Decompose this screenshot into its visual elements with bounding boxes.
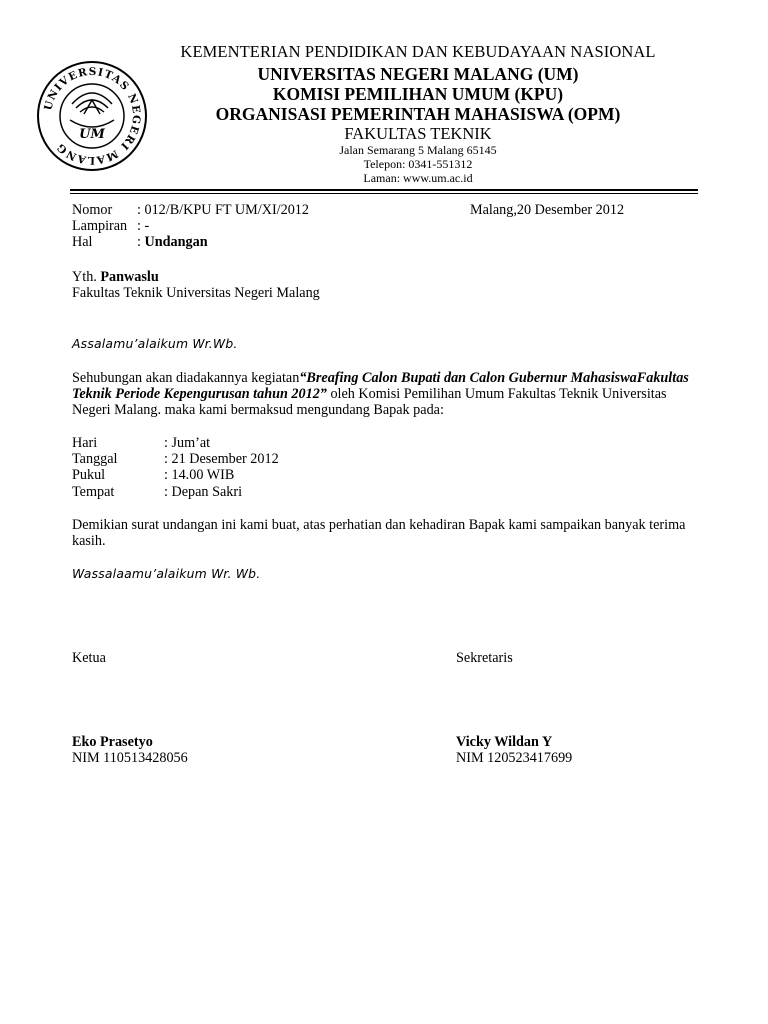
lampiran-label: Lampiran bbox=[72, 218, 128, 234]
schedule-label: Pukul bbox=[72, 467, 106, 483]
greeting: Assalamu’alaikum Wr.Wb. bbox=[72, 336, 238, 351]
schedule-value: : 21 Desember 2012 bbox=[164, 451, 279, 467]
organization-heading: ORGANISASI PEMERINTAH MAHASISWA (OPM) bbox=[215, 104, 621, 124]
schedule-value: : Jum’at bbox=[164, 435, 211, 451]
schedule-value: : Depan Sakri bbox=[164, 484, 243, 500]
body-intro: Sehubungan akan diadakannya kegiatan bbox=[72, 370, 300, 386]
recipient-prefix: Yth. bbox=[72, 269, 101, 285]
hal-line bbox=[137, 234, 208, 250]
closing-paragraph: Demikian surat undangan ini kami buat, atas perhatian dan kehadiran Bapak kami sampaikan banyak terima kasih. bbox=[72, 517, 686, 549]
hal-label: Hal bbox=[72, 234, 93, 250]
right-signatory-name: Vicky Wildan Y bbox=[456, 734, 553, 750]
website-line: Laman: www.um.ac.id bbox=[363, 171, 473, 185]
schedule-value: : 14.00 WIB bbox=[164, 467, 235, 483]
faculty-heading: FAKULTAS TEKNIK bbox=[344, 124, 492, 143]
recipient-name: Panwaslu bbox=[100, 269, 159, 285]
lampiran-value: : - bbox=[137, 218, 150, 234]
left-signatory-name: Eko Prasetyo bbox=[72, 734, 153, 750]
commission-heading: KOMISI PEMILIHAN UMUM (KPU) bbox=[272, 84, 564, 104]
place-date: Malang,20 Desember 2012 bbox=[470, 202, 625, 218]
body-rest: oleh Komisi Pemilihan Umum Fakultas Teknik Universitas Negeri Malang. maka kami bermaksud mengundang Bapak pada: bbox=[72, 386, 667, 418]
schedule-label: Tanggal bbox=[72, 451, 118, 467]
header-divider-thick bbox=[70, 189, 698, 191]
logo-ring-text: UNIVERSITAS NEGERI MALANG bbox=[42, 65, 143, 167]
university-heading: UNIVERSITAS NEGERI MALANG (UM) bbox=[257, 64, 579, 84]
header-divider-thin bbox=[70, 193, 698, 194]
nomor-label: Nomor bbox=[72, 202, 113, 218]
recipient-institution: Fakultas Teknik Universitas Negeri Malang bbox=[72, 285, 320, 301]
right-role: Sekretaris bbox=[456, 650, 513, 666]
left-role: Ketua bbox=[72, 650, 106, 666]
address-line: Jalan Semarang 5 Malang 65145 bbox=[339, 143, 497, 157]
body-event: “Breafing Calon Bupati dan Calon Gubernur MahasiswaFakultas Teknik Periode Kepengurusan tahun 2012” bbox=[72, 370, 689, 402]
right-signatory-nim: NIM 120523417699 bbox=[456, 750, 573, 766]
ministry-heading: KEMENTERIAN PENDIDIKAN DAN KEBUDAYAAN NASIONAL bbox=[180, 42, 656, 61]
hal-value: Undangan bbox=[144, 234, 208, 250]
body-paragraph bbox=[72, 370, 698, 418]
hal-colon: : bbox=[137, 234, 145, 250]
recipient-line bbox=[72, 269, 159, 285]
schedule-label: Tempat bbox=[72, 484, 115, 500]
logo-mark: UM bbox=[79, 127, 105, 142]
farewell: Wassalaamu’alaikum Wr. Wb. bbox=[72, 566, 261, 581]
schedule-label: Hari bbox=[72, 435, 98, 451]
phone-line: Telepon: 0341-551312 bbox=[363, 157, 473, 171]
nomor-value: : 012/B/KPU FT UM/XI/2012 bbox=[137, 202, 309, 218]
left-signatory-nim: NIM 110513428056 bbox=[72, 750, 188, 766]
